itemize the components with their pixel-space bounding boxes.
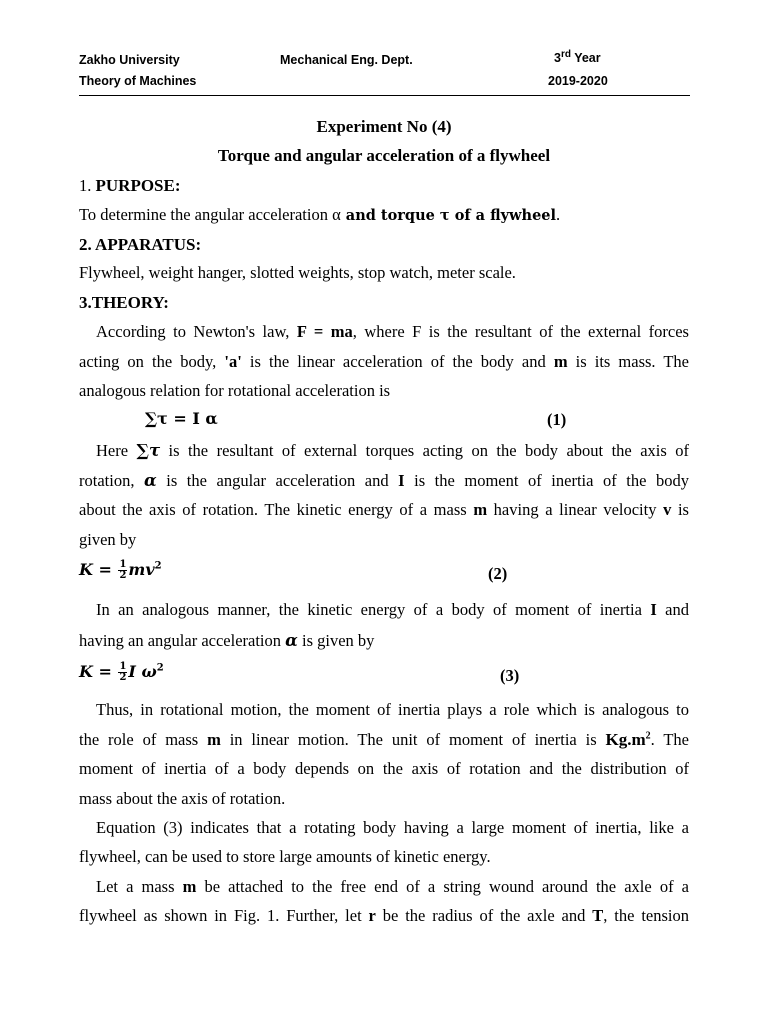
equation-2-number: (2)	[488, 564, 508, 583]
header-university: Zakho University	[79, 53, 180, 67]
equation-3: K = $\frac{1}{2}$ I $\omega^2$	[79, 661, 164, 683]
equation-3-number: (3)	[500, 666, 520, 685]
header-divider	[79, 95, 690, 96]
theory-p3-line2: having an angular acceleration α is given by	[79, 631, 375, 650]
theory-p1-line2: acting on the body, 'a' is the linear acceleration of the body and m is its mass. The	[79, 352, 690, 371]
theory-p4-line4: mass about the axis of rotation.	[79, 789, 286, 808]
theory-p6-line2: flywheel as shown in Fig. 1. Further, let r be the radius of the axle and T, the tension	[79, 906, 689, 925]
header-department: Mechanical Eng. Dept.	[280, 53, 413, 67]
experiment-title: Experiment No (4)	[316, 117, 452, 136]
theory-p2-line3: about the axis of rotation. The kinetic energy of a mass m having a linear velocity v is	[79, 500, 689, 519]
purpose-text: To determine the angular acceleration α and torque τ of a flywheel.	[79, 205, 561, 224]
theory-p4-line1: Thus, in rotational motion, the moment of inertia plays a role which is analogous to	[96, 700, 689, 719]
theory-p5-line2: flywheel, can be used to store large amounts of kinetic energy.	[79, 847, 491, 866]
theory-p4-line2: the role of mass m in linear motion. The unit of moment of inertia is $Kg.m^2$. The	[79, 730, 689, 749]
theory-p2-line2: rotation, α is the angular acceleration and I is the moment of inertia of the body	[79, 471, 690, 490]
theory-heading: 3.THEORY:	[79, 293, 169, 312]
experiment-subtitle: Torque and angular acceleration of a flywheel	[217, 146, 551, 165]
header-course: Theory of Machines	[79, 74, 197, 88]
equation-2: K = $\frac{1}{2}$ $mv^2$	[79, 559, 162, 581]
theory-p3-line1: In an analogous manner, the kinetic energy of a body of moment of inertia I and	[96, 600, 689, 619]
equation-1: ∑τ = I α	[145, 409, 218, 428]
purpose-heading: 1. PURPOSE:	[79, 176, 181, 195]
header-academic-year: 2019-2020	[548, 74, 608, 88]
theory-p1-line1: According to Newton's law, F = ma, where F is the resultant of the external forces	[96, 322, 689, 341]
theory-p4-line3: moment of inertia of a body depends on the axis of rotation and the distribution of	[79, 759, 689, 778]
header-year: 3rd Year	[554, 48, 601, 65]
theory-p6-line1: Let a mass m be attached to the free end of a string wound around the axle of a	[96, 877, 689, 896]
apparatus-heading: 2. APPARATUS:	[79, 235, 202, 254]
theory-p5-line1: Equation (3) indicates that a rotating body having a large moment of inertia, like a	[96, 818, 689, 837]
theory-p2-line4: given by	[79, 530, 137, 549]
theory-p2-line1: Here ∑τ is the resultant of external torques acting on the body about the axis of	[96, 441, 689, 460]
theory-p1-line3: analogous relation for rotational acceleration is	[79, 381, 391, 400]
apparatus-text: Flywheel, weight hanger, slotted weights, stop watch, meter scale.	[79, 263, 516, 282]
equation-1-number: (1)	[547, 410, 567, 429]
